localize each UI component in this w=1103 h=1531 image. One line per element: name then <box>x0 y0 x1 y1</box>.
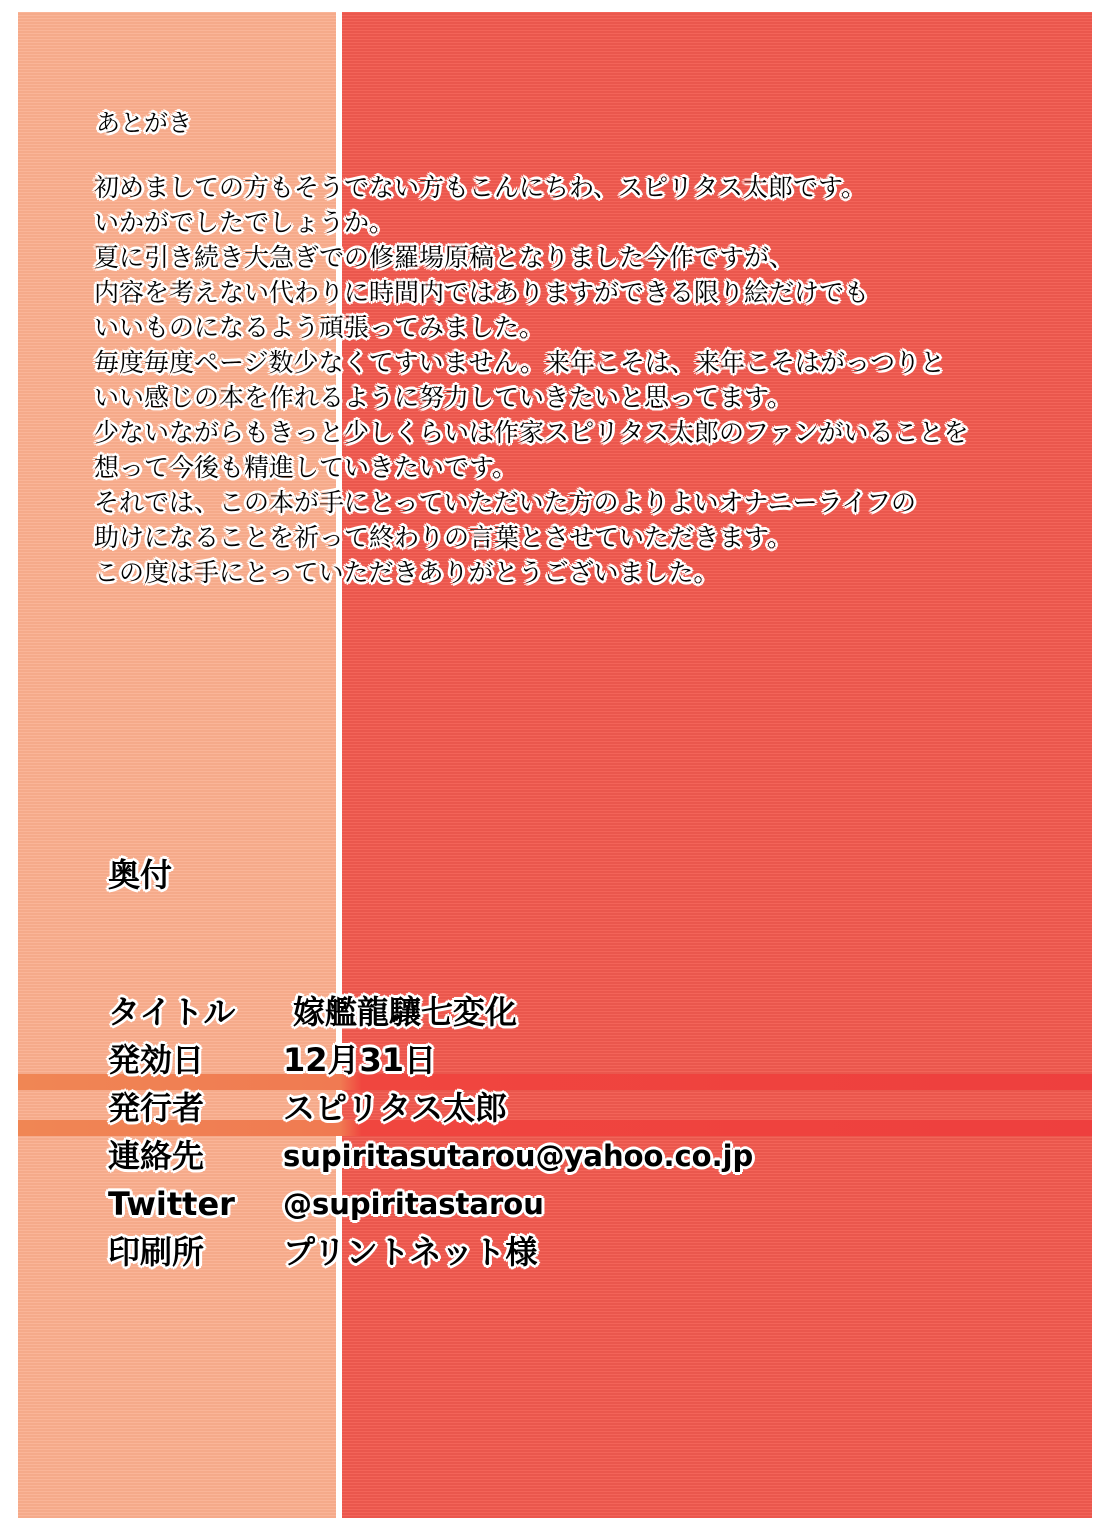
colophon-row-contact <box>108 1132 808 1180</box>
afterword-line: 毎度毎度ページ数少なくてすいません。来年こそは、来年こそはがっつりと <box>94 348 946 377</box>
afterword-line: いかがでしたでしょうか。 <box>94 208 395 237</box>
afterword-line: 初めましての方もそうでない方もこんにちわ、スピリタス太郎です。 <box>94 173 867 202</box>
afterword-line: いいものになるよう頑張ってみました。 <box>94 313 545 342</box>
afterword-line: 想って今後も精進していきたいです。 <box>94 453 518 482</box>
colophon-value: @supiritastarou <box>283 1187 544 1221</box>
colophon-label: 連絡先 <box>108 1137 205 1175</box>
colophon-value: プリントネット様 <box>283 1233 538 1271</box>
colophon-label: タイトル <box>108 993 236 1031</box>
colophon-value: supiritasutarou@yahoo.co.jp <box>283 1139 754 1173</box>
afterword-line: 少ないながらもきっと少しくらいは作家スピリタス太郎のファンがいることを <box>94 418 969 447</box>
colophon-title: 奥付 <box>108 856 173 894</box>
colophon-table <box>108 988 808 1276</box>
afterword-line: 夏に引き続き大急ぎでの修羅場原稿となりました今作ですが、 <box>94 243 795 272</box>
afterword-line: 助けになることを祈って終わりの言葉とさせていただきます。 <box>94 523 793 552</box>
colophon-value: 嫁艦龍驤七変化 <box>293 993 518 1031</box>
colophon-value: スピリタス太郎 <box>283 1089 508 1127</box>
colophon-label: 発行者 <box>108 1089 205 1127</box>
colophon-label: Twitter <box>108 1185 235 1223</box>
colophon-row-title <box>108 988 808 1036</box>
afterword-body <box>94 170 969 590</box>
colophon-row-printer <box>108 1228 808 1276</box>
colophon-row-twitter <box>108 1180 808 1228</box>
afterword-line: この度は手にとっていただきありがとうございました。 <box>94 558 719 587</box>
afterword-line: いい感じの本を作れるように努力していきたいと思ってます。 <box>94 383 793 412</box>
colophon-row-publisher <box>108 1084 808 1132</box>
colophon-label: 印刷所 <box>108 1233 205 1271</box>
afterword-line: 内容を考えない代わりに時間内ではありますができる限り絵だけでも <box>94 278 870 307</box>
afterword-title: あとがき <box>96 109 192 137</box>
colophon-value: 12月31日 <box>283 1041 437 1079</box>
colophon-row-date <box>108 1036 808 1084</box>
afterword-line: それでは、この本が手にとっていただいた方のよりよいオナニーライフの <box>94 488 917 517</box>
colophon-label: 発効日 <box>108 1041 205 1079</box>
